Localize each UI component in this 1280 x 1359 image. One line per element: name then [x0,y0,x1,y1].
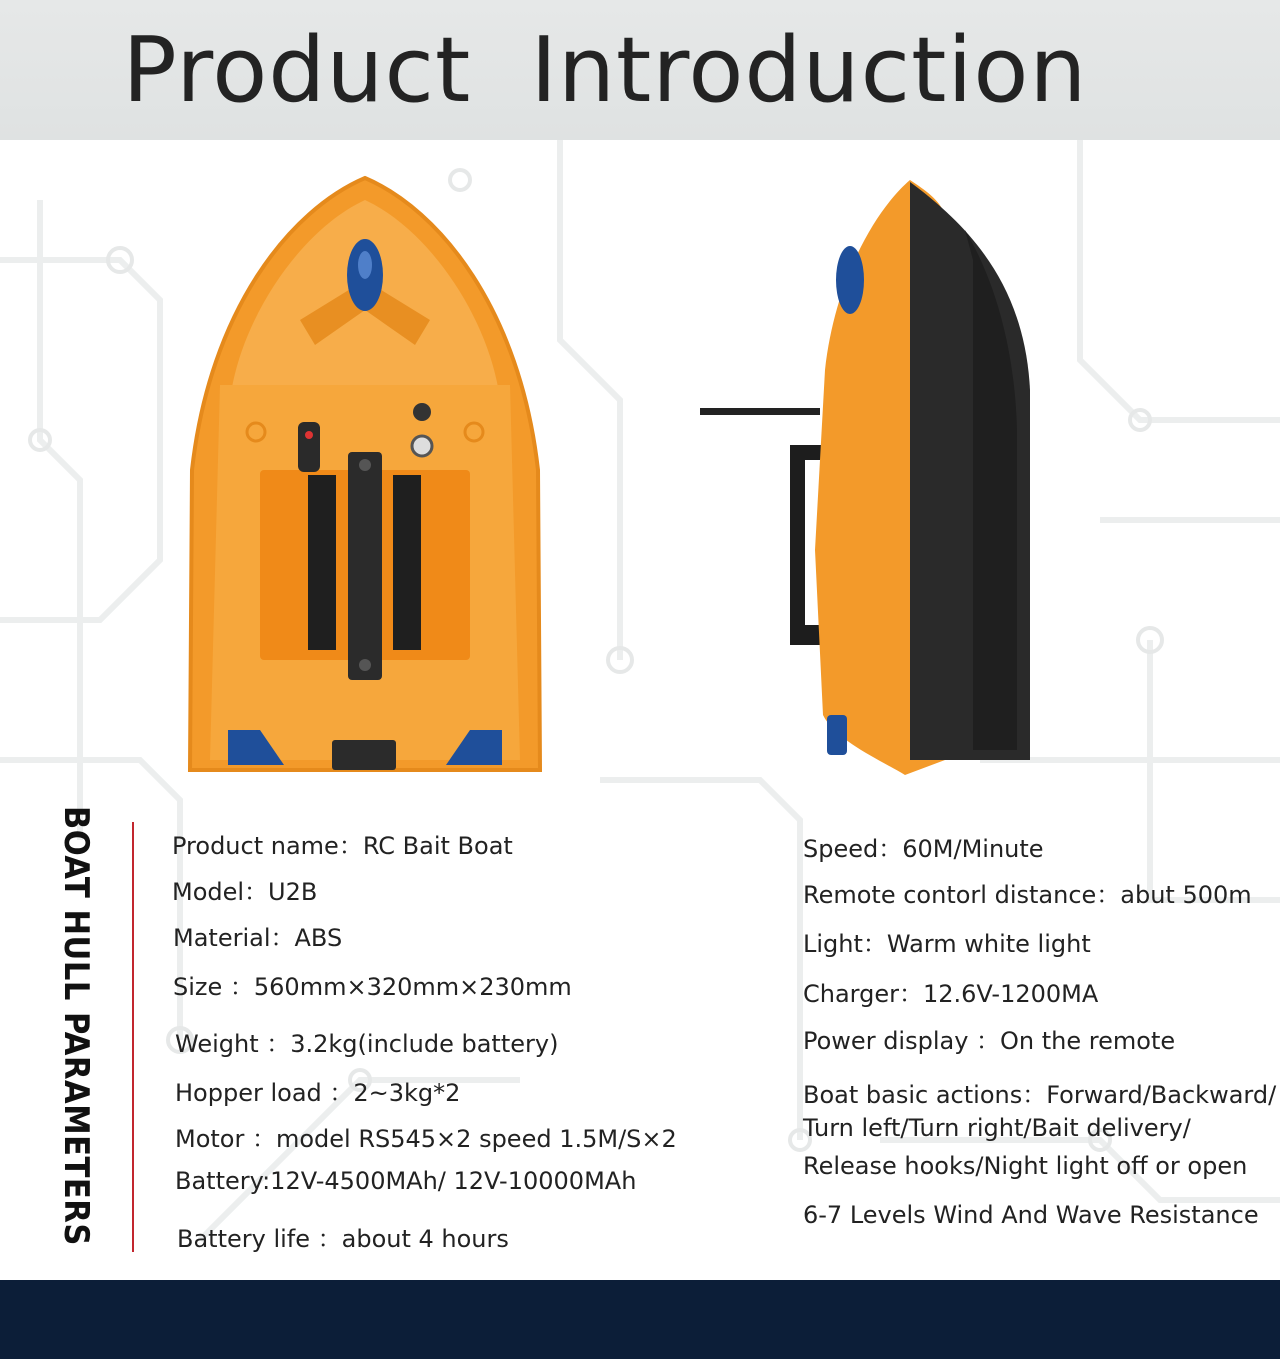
param-power-display: Power display ：On the remote [803,1027,1176,1055]
param-weight: Weight ：3.2kg(include battery) [175,1030,559,1058]
param-size: Size ：560mm×320mm×230mm [173,973,572,1001]
accent-divider [132,822,134,1252]
param-wind-resistance: 6-7 Levels Wind And Wave Resistance [803,1201,1259,1229]
param-hopper-load: Hopper load ：2~3kg*2 [175,1079,461,1107]
param-basic-actions-line1: Boat basic actions：Forward/Backward/ [803,1081,1277,1109]
param-material: Material：ABS [173,924,343,952]
param-model: Model：U2B [172,878,318,906]
page-title: Product Introduction [122,18,1088,123]
param-charger: Charger：12.6V-1200MA [803,980,1099,1008]
boat-side-view-image [695,170,1045,785]
param-battery-life: Battery life ：about 4 hours [177,1225,509,1253]
param-light: Light：Warm white light [803,930,1091,958]
param-speed: Speed：60M/Minute [803,835,1044,863]
param-product-name: Product name：RC Bait Boat [172,832,513,860]
boat-hull-parameters-text: BOAT HULL PARAMETERS [56,806,96,1246]
boat-hull-parameters-heading [48,806,96,1276]
param-basic-actions-line3: Release hooks/Night light off or open [803,1152,1248,1180]
param-battery: Battery:12V-4500MAh/ 12V-10000MAh [175,1167,637,1195]
param-remote-distance: Remote contorl distance：abut 500m [803,881,1252,909]
param-motor: Motor ：model RS545×2 speed 1.5M/S×2 [175,1125,677,1153]
boat-top-view-image [180,170,550,785]
param-basic-actions-line2: Turn left/Turn right/Bait delivery/ [803,1114,1191,1142]
footer-band [0,1280,1280,1359]
